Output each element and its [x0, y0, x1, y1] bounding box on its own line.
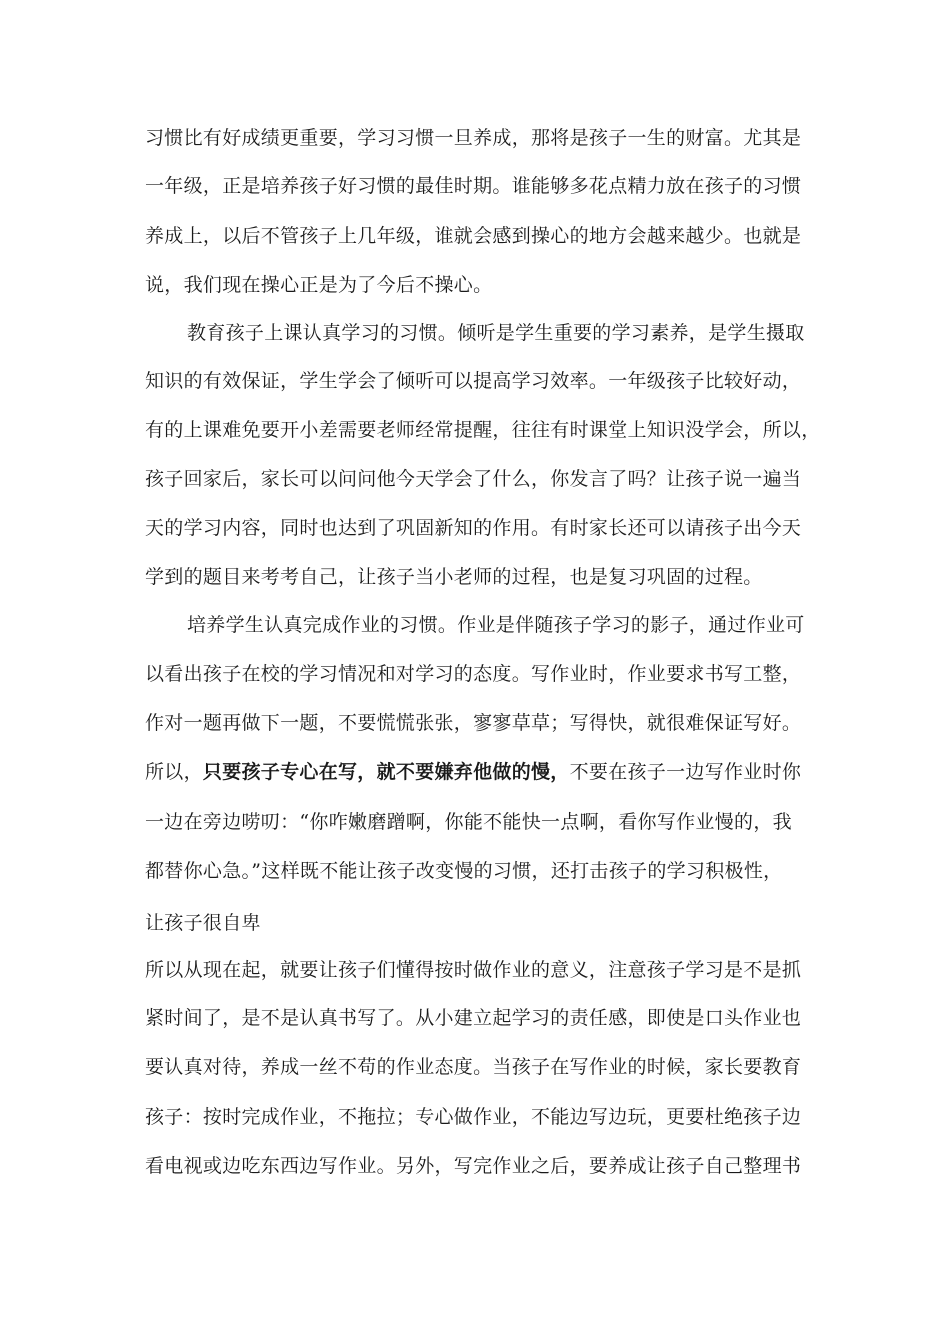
text-line: 看电视或边吃东西边写作业。另外，写完作业之后，要养成让孩子自己整理书 [145, 1155, 802, 1177]
text-fragment: 所以， [145, 761, 203, 783]
text-line: 一年级，正是培养孩子好习惯的最佳时期。谁能够多花点精力放在孩子的习惯 [145, 175, 802, 197]
text-line: 培养学生认真完成作业的习惯。作业是伴随孩子学习的影子，通过作业可 [187, 614, 805, 636]
text-line: 学到的题目来考考自己，让孩子当小老师的过程，也是复习巩固的过程。 [145, 566, 763, 588]
bold-emphasis: 只要孩子专心在写，就不要嫌弃他做的慢， [202, 761, 570, 783]
text-line: 一边在旁边唠叨：“你咋嫩磨蹭啊，你能不能快一点啊，看你写作业慢的，我 [145, 811, 792, 833]
text-line: 有的上课难免要开小差需要老师经常提醒，往往有时课堂上知识没学会，所以， [145, 419, 821, 441]
text-line: 所以从现在起，就要让孩子们懂得按时做作业的意义，注意孩子学习是不是抓 [145, 959, 802, 981]
text-line: 天的学习内容，同时也达到了巩固新知的作用。有时家长还可以请孩子出今天 [145, 517, 802, 539]
text-line: 紧时间了，是不是认真书写了。从小建立起学习的责任感，即使是口头作业也 [145, 1007, 802, 1029]
text-line: 养成上，以后不管孩子上几年级，谁就会感到操心的地方会越来越少。也就是 [145, 225, 802, 247]
text-line: 孩子：按时完成作业，不拖拉；专心做作业，不能边写边玩，更要杜绝孩子边 [145, 1106, 802, 1128]
text-line: 让孩子很自卑 [145, 912, 261, 934]
text-line: 知识的有效保证，学生学会了倾听可以提高学习效率。一年级孩子比较好动， [145, 370, 802, 392]
text-line: 说，我们现在操心正是为了今后不操心。 [145, 274, 493, 296]
text-line: 以看出孩子在校的学习情况和对学习的态度。写作业时，作业要求书写工整， [145, 663, 802, 685]
text-line: 都替你心急。”这样既不能让孩子改变慢的习惯，还打击孩子的学习积极性， [145, 860, 783, 882]
text-fragment: 不要在孩子一边写作业时你 [569, 761, 802, 783]
text-line: 作对一题再做下一题，不要慌慌张张，寥寥草草；写得快，就很难保证写好。 [145, 712, 802, 734]
text-line: 要认真对待，养成一丝不苟的作业态度。当孩子在写作业的时候，家长要教育 [145, 1056, 802, 1078]
text-line: 孩子回家后，家长可以问问他今天学会了什么，你发言了吗？让孩子说一遍当 [145, 468, 802, 490]
text-line: 教育孩子上课认真学习的习惯。倾听是学生重要的学习素养，是学生摄取 [187, 322, 805, 344]
text-line-with-emphasis [145, 760, 825, 784]
text-line: 习惯比有好成绩更重要，学习习惯一旦养成，那将是孩子一生的财富。尤其是 [145, 127, 802, 149]
